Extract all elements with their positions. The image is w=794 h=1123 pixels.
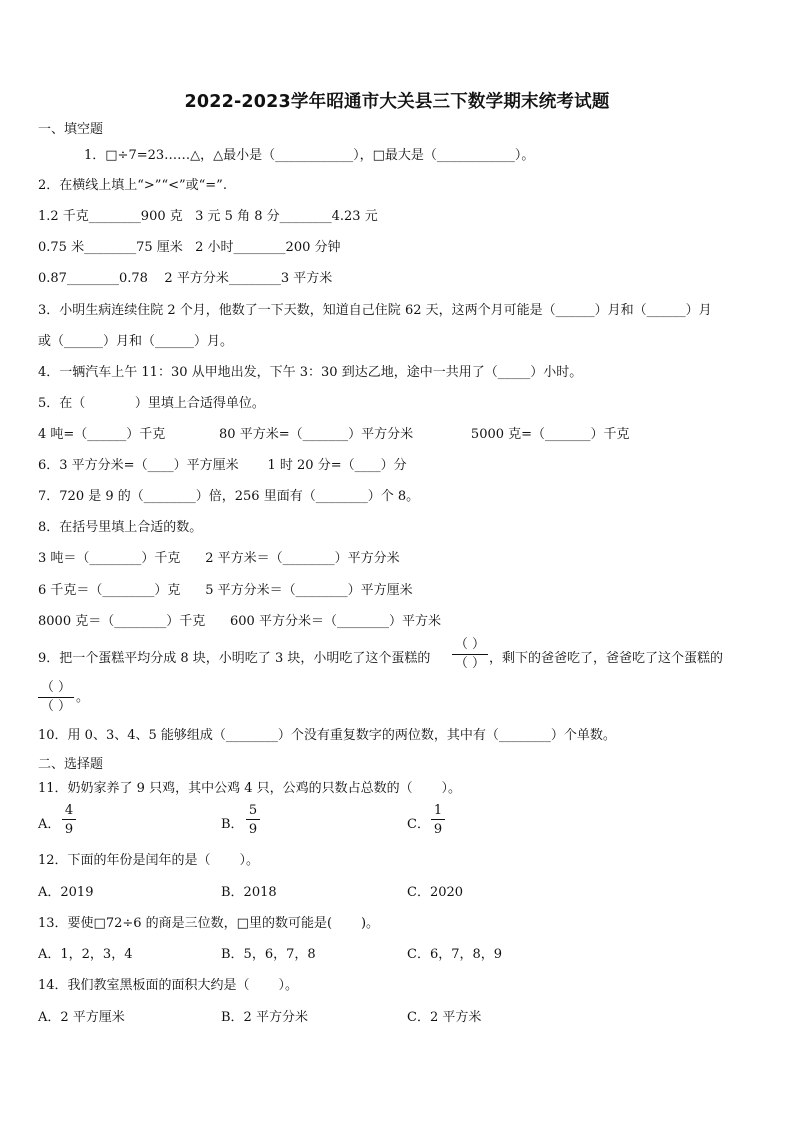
question-2-row-1: 1.2 千克________900 克 3 元 5 角 8 分________4.23 元 — [38, 209, 378, 224]
fraction-bar — [431, 819, 445, 820]
option-c-fraction — [431, 803, 445, 837]
fraction-numerator: 5 — [248, 803, 258, 818]
fraction-bar — [246, 819, 260, 820]
question-2-stem: 2．在横线上填上“>”“<”或“=”. — [38, 178, 227, 193]
question-12-stem: 12．下面的年份是闰年的是（ ）。 — [38, 853, 259, 868]
fraction-denominator: 9 — [64, 822, 74, 837]
fraction-numerator: 1 — [433, 803, 443, 818]
question-2-row-3: 0.87________0.78 2 平方分米________3 平方米 — [38, 271, 333, 286]
question-9-end: 。 — [76, 690, 90, 705]
question-5-row: 4 吨=（______）千克 80 平方米=（_______）平方分米 5000 克=（_______）千克 — [38, 427, 630, 442]
section-heading-fill: 一、填空题 — [38, 122, 104, 137]
option-b: B．5，6，7，8 — [221, 947, 316, 962]
option-a-label: A． — [38, 817, 61, 832]
option-c: C．6，7，8，9 — [407, 947, 503, 962]
question-9-part-1: 9．把一个蛋糕平均分成 8 块，小明吃了 3 块，小明吃了这个蛋糕的 — [38, 651, 431, 666]
question-2-row-2: 0.75 米________75 厘米 2 小时________200 分钟 — [38, 240, 341, 255]
fraction-denominator: 9 — [248, 822, 258, 837]
fraction-bar — [452, 654, 488, 655]
option-c: C．2020 — [407, 885, 464, 900]
option-a: A．2019 — [38, 885, 94, 900]
question-7: 7．720 是 9 的（________）倍，256 里面有（________）个 8。 — [38, 489, 420, 504]
option-a: A．1，2，3，4 — [38, 947, 133, 962]
fraction-numerator: （ ） — [454, 637, 486, 652]
question-14-stem: 14．我们教室黑板面的面积大约是（ ）。 — [38, 978, 298, 993]
question-3-line-1: 3．小明生病连续住院 2 个月，他数了一下天数，知道自己住院 62 天，这两个月可能是（______）月和（______）月 — [38, 303, 712, 318]
question-10: 10．用 0、3、4、5 能够组成（________）个没有重复数字的两位数，其中有（________）个单数。 — [38, 728, 616, 743]
question-11-stem: 11．奶奶家养了 9 只鸡，其中公鸡 4 只，公鸡的只数占总数的（ ）。 — [38, 781, 462, 796]
question-5-stem: 5．在（ ）里填上合适得单位。 — [38, 396, 265, 411]
question-8-row-3: 8000 克＝（________）千克 600 平方分米＝（________）平方米 — [38, 614, 441, 629]
option-b: B．2018 — [221, 885, 277, 900]
option-b-fraction — [246, 803, 260, 837]
fraction-denominator: （ ） — [40, 699, 72, 714]
option-c-label: C． — [407, 817, 430, 832]
option-b-label: B． — [221, 817, 244, 832]
question-8-row-1: 3 吨＝（________）千克 2 平方米＝（________）平方分米 — [38, 551, 400, 566]
question-13-stem: 13．要使□72÷6 的商是三位数，□里的数可能是( )。 — [38, 916, 380, 931]
option-a: A．2 平方厘米 — [38, 1010, 125, 1025]
fraction-denominator: 9 — [433, 822, 443, 837]
option-b: B．2 平方分米 — [221, 1010, 308, 1025]
page-title: 2022-2023学年昭通市大关县三下数学期末统考试题 — [184, 92, 610, 112]
question-4: 4．一辆汽车上午 11：30 从甲地出发，下午 3：30 到达乙地，途中一共用了（_____）小时。 — [38, 365, 583, 380]
fraction-bar — [62, 819, 76, 820]
question-8-row-2: 6 千克＝（________）克 5 平方分米＝（________）平方厘米 — [38, 583, 413, 598]
fraction-denominator: （ ） — [454, 656, 486, 671]
option-a-fraction — [62, 803, 76, 837]
section-heading-choice: 二、选择题 — [38, 757, 104, 772]
question-3-line-2: 或（______）月和（______）月。 — [38, 334, 234, 349]
option-c: C．2 平方米 — [407, 1010, 482, 1025]
fraction-bar — [38, 697, 74, 698]
question-8-stem: 8．在括号里填上合适的数。 — [38, 520, 203, 535]
question-9-part-2: ，剩下的爸爸吃了，爸爸吃了这个蛋糕的 — [489, 651, 724, 666]
fraction-numerator: 4 — [64, 803, 74, 818]
fraction-numerator: （ ） — [40, 680, 72, 695]
question-6: 6．3 平方分米=（____）平方厘米 1 时 20 分=（____）分 — [38, 458, 407, 473]
question-1: 1．□÷7=23……△，△最小是（____________），□最大是（____________）。 — [84, 148, 535, 163]
question-9-fraction-b — [38, 680, 74, 715]
question-9-fraction-a — [452, 637, 488, 672]
